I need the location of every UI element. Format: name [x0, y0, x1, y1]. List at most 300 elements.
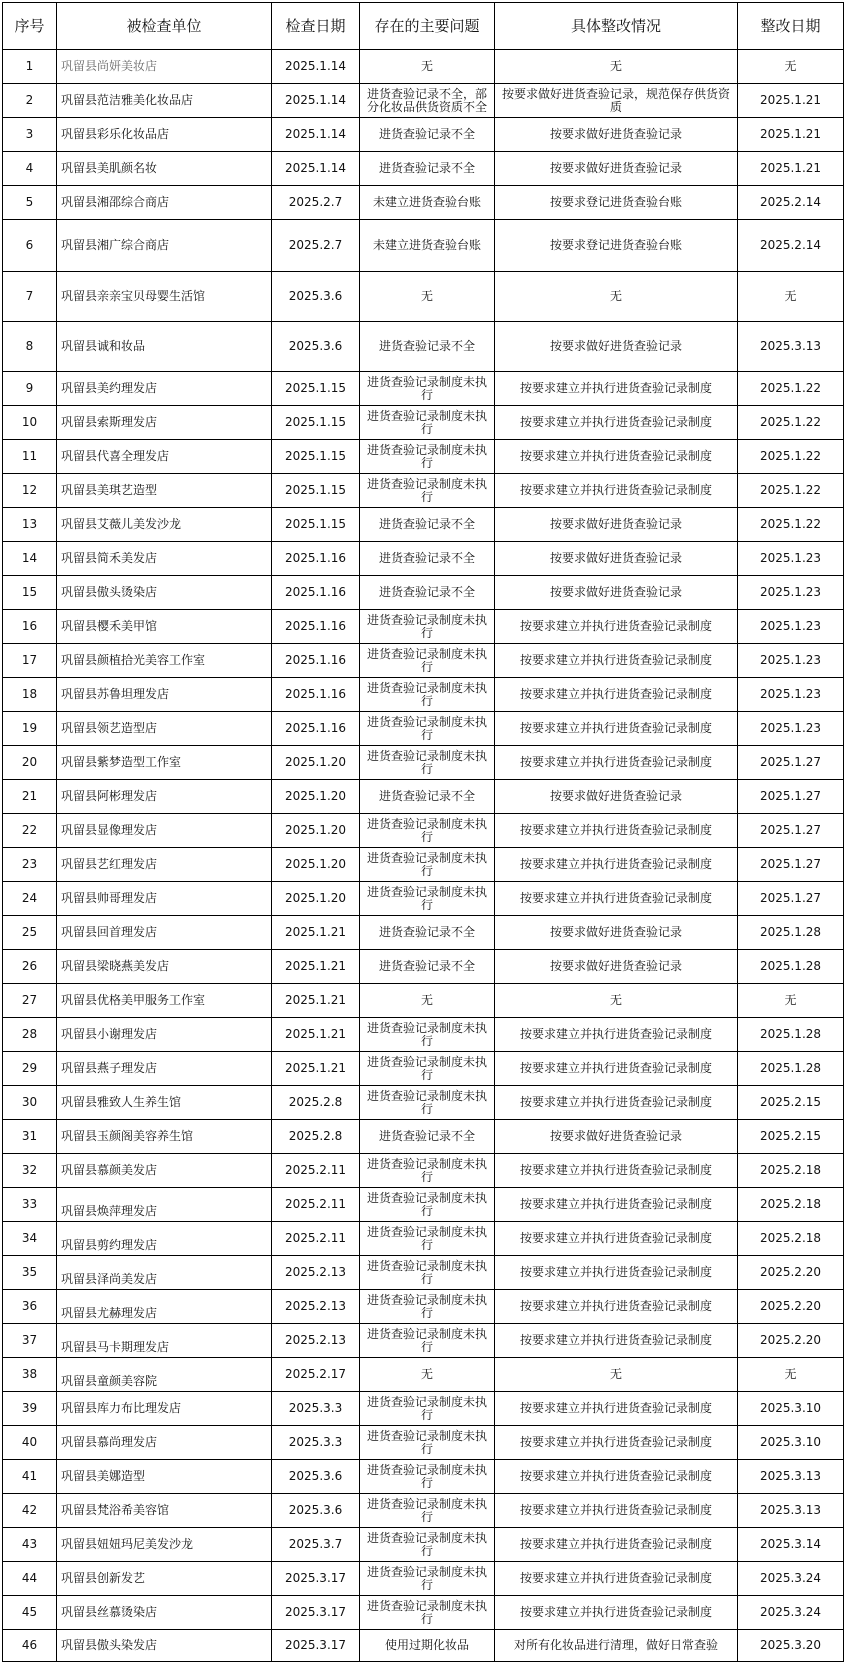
main-problem: 进货查验记录制度未执行 — [360, 1562, 495, 1596]
row-number: 12 — [3, 474, 57, 508]
row-number: 17 — [3, 644, 57, 678]
rectification-date: 2025.2.18 — [738, 1188, 844, 1222]
inspected-unit: 巩留县库力布比理发店 — [57, 1392, 272, 1426]
main-problem: 进货查验记录不全 — [360, 916, 495, 950]
main-problem: 进货查验记录制度未执行 — [360, 1392, 495, 1426]
main-problem: 进货查验记录制度未执行 — [360, 644, 495, 678]
table-row — [3, 882, 844, 916]
row-number: 21 — [3, 780, 57, 814]
inspection-date: 2025.1.16 — [272, 610, 360, 644]
main-problem: 进货查验记录不全 — [360, 950, 495, 984]
table-row — [3, 474, 844, 508]
inspected-unit: 巩留县尚妍美妆店 — [57, 50, 272, 84]
inspected-unit: 巩留县苏鲁坦理发店 — [57, 678, 272, 712]
rectification-date: 2025.1.23 — [738, 712, 844, 746]
inspection-date: 2025.1.16 — [272, 576, 360, 610]
row-number: 40 — [3, 1426, 57, 1460]
main-problem: 进货查验记录制度未执行 — [360, 1460, 495, 1494]
table-row — [3, 644, 844, 678]
rectification-date: 2025.3.24 — [738, 1562, 844, 1596]
inspection-date: 2025.2.13 — [272, 1324, 360, 1358]
rectification-action: 按要求做好进货查验记录 — [495, 322, 738, 372]
rectification-action: 按要求建立并执行进货查验记录制度 — [495, 610, 738, 644]
inspected-unit: 巩留县傲头烫染店 — [57, 576, 272, 610]
inspected-unit: 巩留县焕萍理发店 — [57, 1188, 272, 1222]
inspection-date: 2025.2.11 — [272, 1222, 360, 1256]
main-problem: 进货查验记录制度未执行 — [360, 848, 495, 882]
rectification-action: 按要求建立并执行进货查验记录制度 — [495, 1562, 738, 1596]
rectification-action: 按要求建立并执行进货查验记录制度 — [495, 1392, 738, 1426]
rectification-date: 2025.3.13 — [738, 1460, 844, 1494]
inspected-unit: 巩留县美约理发店 — [57, 372, 272, 406]
row-number: 41 — [3, 1460, 57, 1494]
rectification-date: 2025.1.27 — [738, 814, 844, 848]
main-problem: 无 — [360, 50, 495, 84]
rectification-date: 2025.1.22 — [738, 372, 844, 406]
rectification-action: 按要求建立并执行进货查验记录制度 — [495, 1528, 738, 1562]
row-number: 1 — [3, 50, 57, 84]
inspected-unit: 巩留县湘广综合商店 — [57, 220, 272, 272]
main-problem: 进货查验记录不全 — [360, 1120, 495, 1154]
row-number: 15 — [3, 576, 57, 610]
rectification-action: 按要求做好进货查验记录 — [495, 152, 738, 186]
rectification-date: 2025.1.22 — [738, 440, 844, 474]
inspected-unit: 巩留县紫梦造型工作室 — [57, 746, 272, 780]
rectification-action: 按要求建立并执行进货查验记录制度 — [495, 440, 738, 474]
row-number: 32 — [3, 1154, 57, 1188]
inspected-unit: 巩留县范洁雅美化妆品店 — [57, 84, 272, 118]
main-problem: 进货查验记录不全 — [360, 152, 495, 186]
inspection-date: 2025.1.16 — [272, 542, 360, 576]
inspection-date: 2025.3.3 — [272, 1392, 360, 1426]
header-date: 检查日期 — [272, 3, 360, 50]
row-number: 5 — [3, 186, 57, 220]
main-problem: 未建立进货查验台账 — [360, 186, 495, 220]
rectification-action: 按要求建立并执行进货查验记录制度 — [495, 1188, 738, 1222]
rectification-date: 2025.1.28 — [738, 1018, 844, 1052]
inspected-unit: 巩留县彩乐化妆品店 — [57, 118, 272, 152]
rectification-date: 2025.3.13 — [738, 322, 844, 372]
main-problem: 使用过期化妆品 — [360, 1630, 495, 1662]
row-number: 8 — [3, 322, 57, 372]
rectification-date: 2025.1.28 — [738, 916, 844, 950]
inspection-date: 2025.3.6 — [272, 272, 360, 322]
rectification-date: 2025.1.21 — [738, 152, 844, 186]
table-body — [3, 50, 844, 1662]
rectification-action: 按要求建立并执行进货查验记录制度 — [495, 1596, 738, 1630]
rectification-date: 2025.2.15 — [738, 1120, 844, 1154]
row-number: 4 — [3, 152, 57, 186]
inspected-unit: 巩留县湘邵综合商店 — [57, 186, 272, 220]
row-number: 39 — [3, 1392, 57, 1426]
rectification-action: 按要求做好进货查验记录 — [495, 542, 738, 576]
rectification-date: 2025.1.27 — [738, 780, 844, 814]
table-row — [3, 50, 844, 84]
inspection-date: 2025.1.14 — [272, 152, 360, 186]
table-row — [3, 1392, 844, 1426]
table-row — [3, 1630, 844, 1662]
inspected-unit: 巩留县简禾美发店 — [57, 542, 272, 576]
rectification-date: 无 — [738, 272, 844, 322]
table-row — [3, 1290, 844, 1324]
rectification-action: 按要求建立并执行进货查验记录制度 — [495, 1460, 738, 1494]
table-row — [3, 186, 844, 220]
inspection-date: 2025.1.21 — [272, 950, 360, 984]
table-row — [3, 1562, 844, 1596]
row-number: 37 — [3, 1324, 57, 1358]
row-number: 13 — [3, 508, 57, 542]
main-problem: 进货查验记录不全 — [360, 542, 495, 576]
inspection-date: 2025.1.21 — [272, 916, 360, 950]
rectification-action: 无 — [495, 1358, 738, 1392]
header-no: 序号 — [3, 3, 57, 50]
rectification-date: 2025.1.28 — [738, 1052, 844, 1086]
header-fix-date: 整改日期 — [738, 3, 844, 50]
header-row — [3, 3, 844, 50]
row-number: 20 — [3, 746, 57, 780]
rectification-action: 按要求做好进货查验记录 — [495, 1120, 738, 1154]
inspected-unit: 巩留县雅致人生养生馆 — [57, 1086, 272, 1120]
rectification-date: 2025.1.27 — [738, 746, 844, 780]
table-row — [3, 508, 844, 542]
row-number: 7 — [3, 272, 57, 322]
inspection-date: 2025.1.20 — [272, 848, 360, 882]
table-row — [3, 372, 844, 406]
rectification-action: 按要求做好进货查验记录 — [495, 780, 738, 814]
inspection-date: 2025.1.15 — [272, 508, 360, 542]
inspected-unit: 巩留县丝慕烫染店 — [57, 1596, 272, 1630]
main-problem: 进货查验记录制度未执行 — [360, 1528, 495, 1562]
inspection-date: 2025.3.17 — [272, 1630, 360, 1662]
inspection-date: 2025.2.11 — [272, 1154, 360, 1188]
row-number: 44 — [3, 1562, 57, 1596]
main-problem: 无 — [360, 272, 495, 322]
table-row — [3, 712, 844, 746]
inspection-date: 2025.1.14 — [272, 50, 360, 84]
main-problem: 未建立进货查验台账 — [360, 220, 495, 272]
row-number: 24 — [3, 882, 57, 916]
main-problem: 无 — [360, 984, 495, 1018]
rectification-action: 按要求建立并执行进货查验记录制度 — [495, 1256, 738, 1290]
inspection-date: 2025.1.15 — [272, 474, 360, 508]
main-problem: 进货查验记录制度未执行 — [360, 746, 495, 780]
inspected-unit: 巩留县显像理发店 — [57, 814, 272, 848]
inspected-unit: 巩留县帅哥理发店 — [57, 882, 272, 916]
rectification-action: 按要求建立并执行进货查验记录制度 — [495, 1290, 738, 1324]
inspected-unit: 巩留县马卡期理发店 — [57, 1324, 272, 1358]
rectification-action: 按要求建立并执行进货查验记录制度 — [495, 882, 738, 916]
inspection-date: 2025.1.15 — [272, 440, 360, 474]
table-row — [3, 322, 844, 372]
inspection-date: 2025.1.15 — [272, 406, 360, 440]
row-number: 18 — [3, 678, 57, 712]
inspected-unit: 巩留县艺红理发店 — [57, 848, 272, 882]
table-row — [3, 746, 844, 780]
rectification-action: 按要求建立并执行进货查验记录制度 — [495, 848, 738, 882]
rectification-action: 按要求建立并执行进货查验记录制度 — [495, 1426, 738, 1460]
rectification-date: 2025.1.23 — [738, 542, 844, 576]
inspection-date: 2025.1.14 — [272, 118, 360, 152]
table-row — [3, 950, 844, 984]
main-problem: 进货查验记录制度未执行 — [360, 1426, 495, 1460]
rectification-date: 2025.1.22 — [738, 474, 844, 508]
rectification-action: 按要求建立并执行进货查验记录制度 — [495, 814, 738, 848]
row-number: 43 — [3, 1528, 57, 1562]
table-row — [3, 678, 844, 712]
rectification-action: 按要求建立并执行进货查验记录制度 — [495, 406, 738, 440]
row-number: 27 — [3, 984, 57, 1018]
inspected-unit: 巩留县梵浴希美容馆 — [57, 1494, 272, 1528]
row-number: 11 — [3, 440, 57, 474]
rectification-date: 2025.1.27 — [738, 848, 844, 882]
inspected-unit: 巩留县颜植拾光美容工作室 — [57, 644, 272, 678]
inspection-date: 2025.1.15 — [272, 372, 360, 406]
inspected-unit: 巩留县创新发艺 — [57, 1562, 272, 1596]
rectification-date: 2025.1.23 — [738, 610, 844, 644]
rectification-date: 2025.1.23 — [738, 576, 844, 610]
row-number: 34 — [3, 1222, 57, 1256]
table-row — [3, 1222, 844, 1256]
table-row — [3, 576, 844, 610]
rectification-date: 2025.2.14 — [738, 186, 844, 220]
main-problem: 进货查验记录制度未执行 — [360, 406, 495, 440]
header-unit: 被检查单位 — [57, 3, 272, 50]
rectification-date: 2025.1.23 — [738, 644, 844, 678]
inspected-unit: 巩留县美琪艺造型 — [57, 474, 272, 508]
table-row — [3, 780, 844, 814]
inspected-unit: 巩留县泽尚美发店 — [57, 1256, 272, 1290]
inspection-date: 2025.1.20 — [272, 780, 360, 814]
rectification-date: 2025.3.24 — [738, 1596, 844, 1630]
rectification-date: 2025.3.20 — [738, 1630, 844, 1662]
main-problem: 进货查验记录制度未执行 — [360, 1290, 495, 1324]
table-row — [3, 84, 844, 118]
main-problem: 进货查验记录制度未执行 — [360, 1256, 495, 1290]
inspected-unit: 巩留县慕尚理发店 — [57, 1426, 272, 1460]
row-number: 26 — [3, 950, 57, 984]
inspection-date: 2025.1.16 — [272, 678, 360, 712]
table-row — [3, 1596, 844, 1630]
rectification-date: 2025.1.22 — [738, 406, 844, 440]
rectification-date: 无 — [738, 50, 844, 84]
inspected-unit: 巩留县艾薇儿美发沙龙 — [57, 508, 272, 542]
main-problem: 进货查验记录制度未执行 — [360, 1222, 495, 1256]
inspection-table — [2, 2, 844, 1662]
inspection-date: 2025.3.6 — [272, 322, 360, 372]
table-row — [3, 610, 844, 644]
table-row — [3, 1256, 844, 1290]
rectification-action: 无 — [495, 272, 738, 322]
rectification-action: 按要求建立并执行进货查验记录制度 — [495, 1052, 738, 1086]
inspected-unit: 巩留县童颜美容院 — [57, 1358, 272, 1392]
inspection-date: 2025.1.21 — [272, 1052, 360, 1086]
main-problem: 进货查验记录制度未执行 — [360, 1596, 495, 1630]
main-problem: 进货查验记录制度未执行 — [360, 372, 495, 406]
table-row — [3, 440, 844, 474]
main-problem: 进货查验记录制度未执行 — [360, 712, 495, 746]
rectification-action: 按要求建立并执行进货查验记录制度 — [495, 1494, 738, 1528]
inspection-date: 2025.1.20 — [272, 882, 360, 916]
rectification-date: 2025.1.27 — [738, 882, 844, 916]
inspected-unit: 巩留县小谢理发店 — [57, 1018, 272, 1052]
main-problem: 进货查验记录制度未执行 — [360, 610, 495, 644]
inspection-table-container — [2, 2, 843, 1662]
row-number: 25 — [3, 916, 57, 950]
inspection-date: 2025.1.14 — [272, 84, 360, 118]
row-number: 22 — [3, 814, 57, 848]
inspected-unit: 巩留县回首理发店 — [57, 916, 272, 950]
rectification-action: 按要求登记进货查验台账 — [495, 186, 738, 220]
row-number: 31 — [3, 1120, 57, 1154]
inspection-date: 2025.1.16 — [272, 712, 360, 746]
rectification-action: 按要求建立并执行进货查验记录制度 — [495, 372, 738, 406]
inspection-date: 2025.1.21 — [272, 1018, 360, 1052]
rectification-date: 无 — [738, 1358, 844, 1392]
rectification-action: 按要求做好进货查验记录 — [495, 916, 738, 950]
rectification-date: 无 — [738, 984, 844, 1018]
main-problem: 进货查验记录制度未执行 — [360, 1154, 495, 1188]
rectification-action: 按要求建立并执行进货查验记录制度 — [495, 712, 738, 746]
inspection-date: 2025.2.11 — [272, 1188, 360, 1222]
table-row — [3, 1086, 844, 1120]
table-row — [3, 220, 844, 272]
table-row — [3, 1188, 844, 1222]
main-problem: 进货查验记录制度未执行 — [360, 1494, 495, 1528]
rectification-action: 按要求建立并执行进货查验记录制度 — [495, 1086, 738, 1120]
table-row — [3, 272, 844, 322]
main-problem: 进货查验记录不全 — [360, 118, 495, 152]
inspected-unit: 巩留县慕颜美发店 — [57, 1154, 272, 1188]
rectification-date: 2025.1.22 — [738, 508, 844, 542]
rectification-date: 2025.3.14 — [738, 1528, 844, 1562]
header-action: 具体整改情况 — [495, 3, 738, 50]
inspected-unit: 巩留县诚和妆品 — [57, 322, 272, 372]
rectification-date: 2025.2.20 — [738, 1256, 844, 1290]
inspected-unit: 巩留县美肌颜名妆 — [57, 152, 272, 186]
inspection-date: 2025.1.21 — [272, 984, 360, 1018]
rectification-action: 按要求做好进货查验记录，规范保存供货资质 — [495, 84, 738, 118]
inspection-date: 2025.3.6 — [272, 1460, 360, 1494]
inspected-unit: 巩留县燕子理发店 — [57, 1052, 272, 1086]
main-problem: 进货查验记录制度未执行 — [360, 882, 495, 916]
inspection-date: 2025.2.13 — [272, 1256, 360, 1290]
table-row — [3, 1426, 844, 1460]
rectification-action: 按要求做好进货查验记录 — [495, 118, 738, 152]
rectification-action: 按要求登记进货查验台账 — [495, 220, 738, 272]
table-row — [3, 916, 844, 950]
rectification-action: 按要求做好进货查验记录 — [495, 950, 738, 984]
inspected-unit: 巩留县玉颜阁美容养生馆 — [57, 1120, 272, 1154]
inspection-date: 2025.3.6 — [272, 1494, 360, 1528]
rectification-date: 2025.3.10 — [738, 1426, 844, 1460]
main-problem: 进货查验记录不全，部分化妆品供货资质不全 — [360, 84, 495, 118]
main-problem: 进货查验记录制度未执行 — [360, 440, 495, 474]
rectification-date: 2025.2.14 — [738, 220, 844, 272]
table-row — [3, 1494, 844, 1528]
table-row — [3, 1120, 844, 1154]
main-problem: 进货查验记录制度未执行 — [360, 1188, 495, 1222]
row-number: 45 — [3, 1596, 57, 1630]
main-problem: 进货查验记录制度未执行 — [360, 814, 495, 848]
row-number: 33 — [3, 1188, 57, 1222]
rectification-date: 2025.2.18 — [738, 1222, 844, 1256]
table-row — [3, 152, 844, 186]
rectification-date: 2025.3.13 — [738, 1494, 844, 1528]
rectification-action: 按要求做好进货查验记录 — [495, 508, 738, 542]
inspection-date: 2025.2.8 — [272, 1086, 360, 1120]
main-problem: 进货查验记录制度未执行 — [360, 1018, 495, 1052]
inspection-date: 2025.3.17 — [272, 1596, 360, 1630]
inspected-unit: 巩留县优格美甲服务工作室 — [57, 984, 272, 1018]
rectification-action: 按要求建立并执行进货查验记录制度 — [495, 644, 738, 678]
rectification-action: 按要求建立并执行进货查验记录制度 — [495, 474, 738, 508]
table-row — [3, 848, 844, 882]
rectification-action: 按要求建立并执行进货查验记录制度 — [495, 746, 738, 780]
rectification-date: 2025.1.21 — [738, 118, 844, 152]
rectification-action: 无 — [495, 984, 738, 1018]
rectification-action: 按要求做好进货查验记录 — [495, 576, 738, 610]
table-row — [3, 118, 844, 152]
row-number: 42 — [3, 1494, 57, 1528]
row-number: 2 — [3, 84, 57, 118]
rectification-action: 按要求建立并执行进货查验记录制度 — [495, 1018, 738, 1052]
rectification-date: 2025.1.28 — [738, 950, 844, 984]
rectification-date: 2025.3.10 — [738, 1392, 844, 1426]
rectification-date: 2025.2.20 — [738, 1290, 844, 1324]
row-number: 19 — [3, 712, 57, 746]
table-row — [3, 542, 844, 576]
row-number: 36 — [3, 1290, 57, 1324]
inspection-date: 2025.2.17 — [272, 1358, 360, 1392]
main-problem: 进货查验记录不全 — [360, 508, 495, 542]
rectification-action: 无 — [495, 50, 738, 84]
row-number: 16 — [3, 610, 57, 644]
table-row — [3, 406, 844, 440]
main-problem: 进货查验记录制度未执行 — [360, 1052, 495, 1086]
row-number: 30 — [3, 1086, 57, 1120]
inspected-unit: 巩留县傲头染发店 — [57, 1630, 272, 1662]
inspection-date: 2025.2.7 — [272, 186, 360, 220]
row-number: 46 — [3, 1630, 57, 1662]
inspected-unit: 巩留县尤赫理发店 — [57, 1290, 272, 1324]
rectification-date: 2025.2.15 — [738, 1086, 844, 1120]
header-problem: 存在的主要问题 — [360, 3, 495, 50]
table-row — [3, 1154, 844, 1188]
table-row — [3, 1018, 844, 1052]
inspection-date: 2025.2.13 — [272, 1290, 360, 1324]
row-number: 9 — [3, 372, 57, 406]
inspected-unit: 巩留县代喜全理发店 — [57, 440, 272, 474]
inspected-unit: 巩留县妞妞玛尼美发沙龙 — [57, 1528, 272, 1562]
rectification-action: 按要求建立并执行进货查验记录制度 — [495, 678, 738, 712]
main-problem: 进货查验记录制度未执行 — [360, 1086, 495, 1120]
row-number: 6 — [3, 220, 57, 272]
table-row — [3, 814, 844, 848]
row-number: 3 — [3, 118, 57, 152]
main-problem: 进货查验记录制度未执行 — [360, 678, 495, 712]
main-problem: 进货查验记录制度未执行 — [360, 474, 495, 508]
inspected-unit: 巩留县阿彬理发店 — [57, 780, 272, 814]
inspection-date: 2025.2.7 — [272, 220, 360, 272]
inspection-date: 2025.3.3 — [272, 1426, 360, 1460]
inspected-unit: 巩留县领艺造型店 — [57, 712, 272, 746]
inspection-date: 2025.2.8 — [272, 1120, 360, 1154]
inspected-unit: 巩留县索斯理发店 — [57, 406, 272, 440]
rectification-action: 按要求建立并执行进货查验记录制度 — [495, 1154, 738, 1188]
row-number: 38 — [3, 1358, 57, 1392]
table-row — [3, 984, 844, 1018]
rectification-action: 按要求建立并执行进货查验记录制度 — [495, 1324, 738, 1358]
